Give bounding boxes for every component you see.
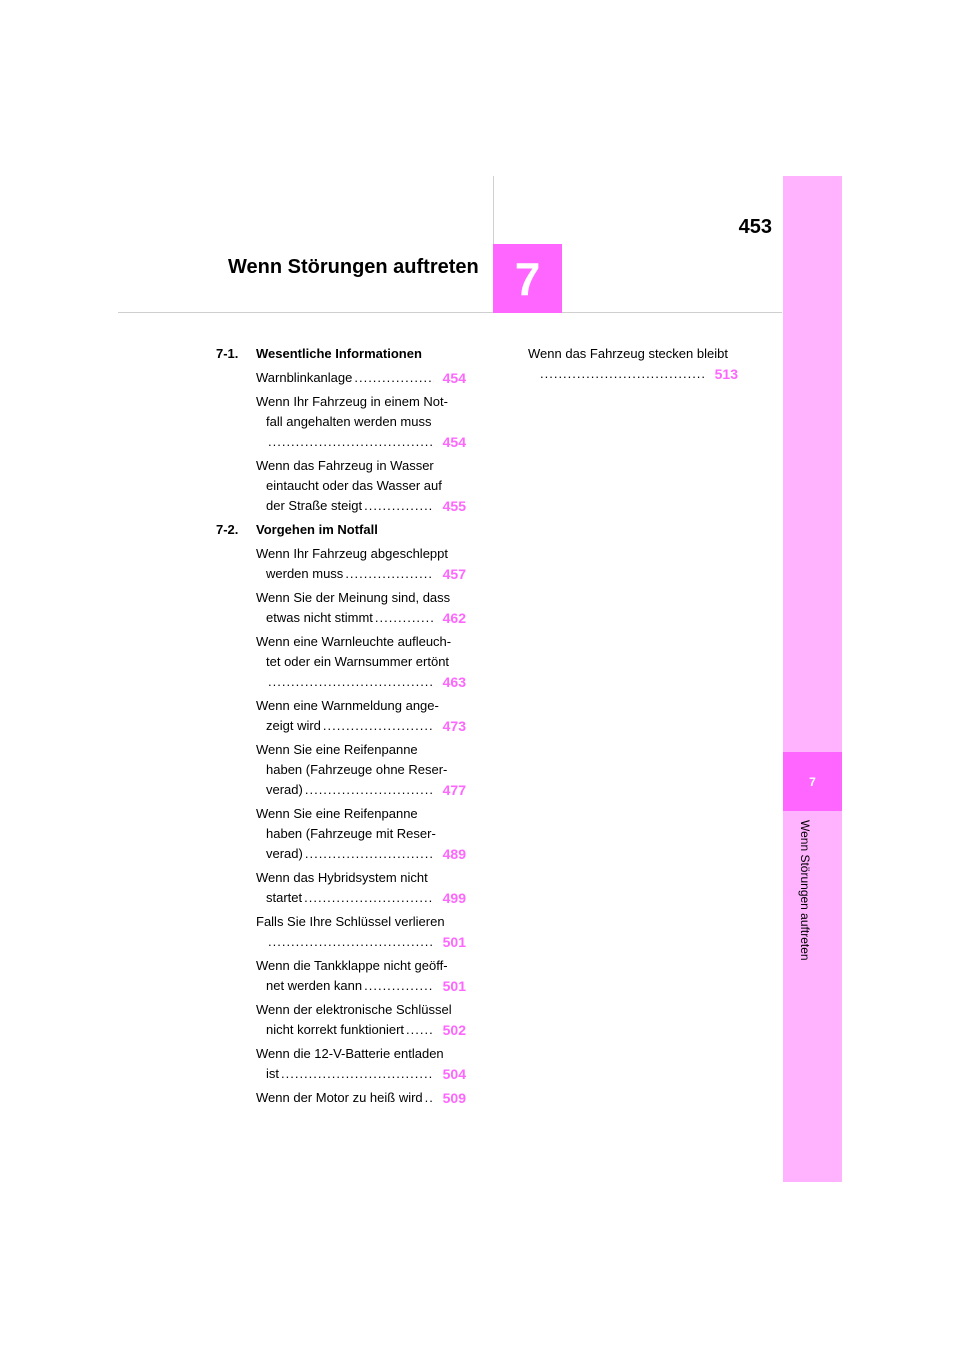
toc-entry-line — [256, 716, 466, 736]
toc-page-link[interactable]: 501 — [442, 934, 466, 950]
toc-entry-text: Wenn das Hybridsystem nicht — [256, 870, 428, 885]
toc-entry-text: ist — [266, 1066, 279, 1081]
toc-entry-line — [256, 868, 466, 888]
toc-leader-dots — [305, 844, 434, 864]
toc-entry-text: Wenn der Motor zu heiß wird — [256, 1090, 423, 1105]
toc-entry-text: verad) — [266, 846, 303, 861]
toc-leader-dots — [268, 672, 434, 692]
toc-entry-text: eintaucht oder das Wasser auf — [266, 478, 442, 493]
toc-entry-text: tet oder ein Warnsummer ertönt — [266, 654, 450, 669]
toc-entry-text: fall angehalten werden muss — [266, 414, 432, 429]
toc-section-title: Vorgehen im Notfall — [256, 522, 378, 537]
toc-leader-dots — [323, 716, 434, 736]
toc-entry-text: Wenn Ihr Fahrzeug in einem Not- — [256, 394, 448, 409]
toc-entry[interactable] — [256, 544, 466, 584]
toc-entry-text: startet — [266, 890, 303, 905]
toc-entry-line — [256, 740, 466, 760]
toc-entry-line — [528, 364, 738, 384]
toc-entry-line — [256, 456, 466, 476]
toc-entry-text: Wenn eine Warnmeldung ange- — [256, 698, 439, 713]
toc-entry-text: Wenn das Fahrzeug in Wasser — [256, 458, 434, 473]
toc-entry-text: Wenn Sie der Meinung sind, dass — [256, 590, 451, 605]
toc-entry-text: haben (Fahrzeuge ohne Reser- — [266, 762, 448, 777]
toc-entry-text: zeigt wird — [266, 718, 321, 733]
toc-entry[interactable] — [256, 696, 466, 736]
table-of-contents-column-2 — [528, 344, 738, 388]
toc-entry[interactable] — [256, 392, 466, 452]
toc-entry-line — [256, 588, 466, 608]
table-of-contents — [216, 344, 466, 1112]
header-divider-vertical — [493, 176, 494, 246]
toc-entry[interactable] — [256, 956, 466, 996]
toc-page-link[interactable]: 509 — [442, 1090, 466, 1106]
toc-page-link[interactable]: 489 — [442, 846, 466, 862]
toc-entry-text: net werden kann — [266, 978, 363, 993]
side-tab — [783, 176, 842, 1182]
toc-page-link[interactable]: 502 — [442, 1022, 466, 1038]
toc-entry-line — [256, 1020, 466, 1040]
toc-entry-text: Wenn Sie eine Reifenpanne — [256, 806, 418, 821]
toc-entry-line — [256, 1000, 466, 1020]
toc-leader-dots — [364, 496, 434, 516]
toc-entry[interactable] — [256, 868, 466, 908]
toc-page-link[interactable]: 457 — [442, 566, 466, 582]
toc-leader-dots — [305, 780, 434, 800]
toc-leader-dots — [281, 1064, 434, 1084]
toc-entry-line — [256, 1064, 466, 1084]
toc-entry-text: Warnblinkanlage — [256, 370, 353, 385]
toc-entry-line — [256, 696, 466, 716]
toc-entry-line — [256, 412, 466, 432]
toc-entry-line — [256, 544, 466, 564]
toc-entry-line — [256, 956, 466, 976]
toc-entry-text: haben (Fahrzeuge mit Reser- — [266, 826, 436, 841]
chapter-title: Wenn Störungen auftreten — [228, 256, 479, 278]
toc-section — [216, 344, 466, 516]
toc-entry-line — [256, 1088, 466, 1108]
toc-entry[interactable] — [256, 588, 466, 628]
toc-entry[interactable] — [256, 456, 466, 516]
toc-entry-text: Wenn eine Warnleuchte aufleuch- — [256, 634, 452, 649]
toc-page-link[interactable]: 501 — [442, 978, 466, 994]
toc-entry-line — [256, 392, 466, 412]
toc-entry-line — [256, 432, 466, 452]
toc-entry-text: der Straße steigt — [266, 498, 363, 513]
toc-leader-dots — [375, 608, 434, 628]
toc-leader-dots — [345, 564, 434, 584]
toc-page-link[interactable]: 462 — [442, 610, 466, 626]
toc-leader-dots — [304, 888, 434, 908]
toc-leader-dots — [354, 368, 434, 388]
toc-entry-line — [256, 564, 466, 584]
toc-entry-text: verad) — [266, 782, 303, 797]
toc-entry[interactable] — [256, 1088, 466, 1108]
side-tab-number: 7 — [783, 752, 842, 811]
toc-page-link[interactable]: 477 — [442, 782, 466, 798]
toc-entry[interactable] — [256, 740, 466, 800]
toc-entry[interactable] — [256, 632, 466, 692]
toc-section-heading — [216, 520, 466, 540]
toc-entry-line — [256, 888, 466, 908]
toc-entry-line — [256, 1044, 466, 1064]
toc-entry[interactable] — [256, 368, 466, 388]
toc-entry-line — [256, 804, 466, 824]
toc-entry-text: Wenn das Fahrzeug stecken bleibt — [528, 346, 728, 361]
toc-entry-line — [256, 368, 466, 388]
toc-page-link[interactable]: 454 — [442, 434, 466, 450]
header-divider-horizontal — [118, 312, 782, 313]
toc-entry-text: Wenn die Tankklappe nicht geöff- — [256, 958, 448, 973]
toc-entry[interactable] — [256, 1000, 466, 1040]
chapter-number-box: 7 — [493, 244, 562, 313]
toc-entry-text: Wenn Sie eine Reifenpanne — [256, 742, 418, 757]
toc-entry[interactable] — [528, 344, 738, 384]
toc-leader-dots — [364, 976, 434, 996]
toc-leader-dots — [540, 364, 706, 384]
toc-entry-line — [256, 780, 466, 800]
toc-page-link[interactable]: 473 — [442, 718, 466, 734]
toc-entry[interactable] — [256, 804, 466, 864]
toc-entry-line — [256, 652, 466, 672]
side-tab-label: Wenn Störungen auftreten — [798, 820, 812, 961]
toc-leader-dots — [268, 932, 434, 952]
toc-section-heading — [216, 344, 466, 364]
toc-leader-dots — [406, 1020, 434, 1040]
toc-entry[interactable] — [256, 912, 466, 952]
toc-section — [216, 520, 466, 1108]
toc-entry-text: werden muss — [266, 566, 344, 581]
toc-entry-line — [256, 824, 466, 844]
toc-entry-line — [256, 608, 466, 628]
toc-page-link[interactable]: 463 — [442, 674, 466, 690]
toc-entry-line — [528, 344, 738, 364]
toc-entry-line — [256, 932, 466, 952]
toc-page-link[interactable]: 454 — [442, 370, 466, 386]
toc-entry-text: nicht korrekt funktioniert — [266, 1022, 405, 1037]
toc-leader-dots — [268, 432, 434, 452]
toc-entry-line — [256, 976, 466, 996]
toc-entry-text: Wenn Ihr Fahrzeug abgeschleppt — [256, 546, 448, 561]
toc-section-title: Wesentliche Informationen — [256, 346, 422, 361]
toc-leader-dots — [425, 1088, 434, 1108]
toc-entry-text: Falls Sie Ihre Schlüssel verlieren — [256, 914, 445, 929]
toc-page-link[interactable]: 455 — [442, 498, 466, 514]
toc-entry-line — [256, 912, 466, 932]
toc-entry-line — [256, 760, 466, 780]
toc-section-number: 7-2. — [216, 522, 239, 537]
toc-entry-line — [256, 632, 466, 652]
toc-section-number: 7-1. — [216, 346, 239, 361]
toc-entry-text: Wenn der elektronische Schlüssel — [256, 1002, 452, 1017]
toc-entry-line — [256, 672, 466, 692]
toc-entry-line — [256, 844, 466, 864]
toc-entry-text: Wenn die 12-V-Batterie entladen — [256, 1046, 444, 1061]
toc-page-link[interactable]: 513 — [714, 366, 738, 382]
page-number: 453 — [738, 216, 772, 238]
toc-entry[interactable] — [256, 1044, 466, 1084]
toc-entry-line — [256, 496, 466, 516]
toc-page-link[interactable]: 504 — [442, 1066, 466, 1082]
toc-entry-line — [256, 476, 466, 496]
toc-page-link[interactable]: 499 — [442, 890, 466, 906]
toc-entry-text: etwas nicht stimmt — [266, 610, 373, 625]
